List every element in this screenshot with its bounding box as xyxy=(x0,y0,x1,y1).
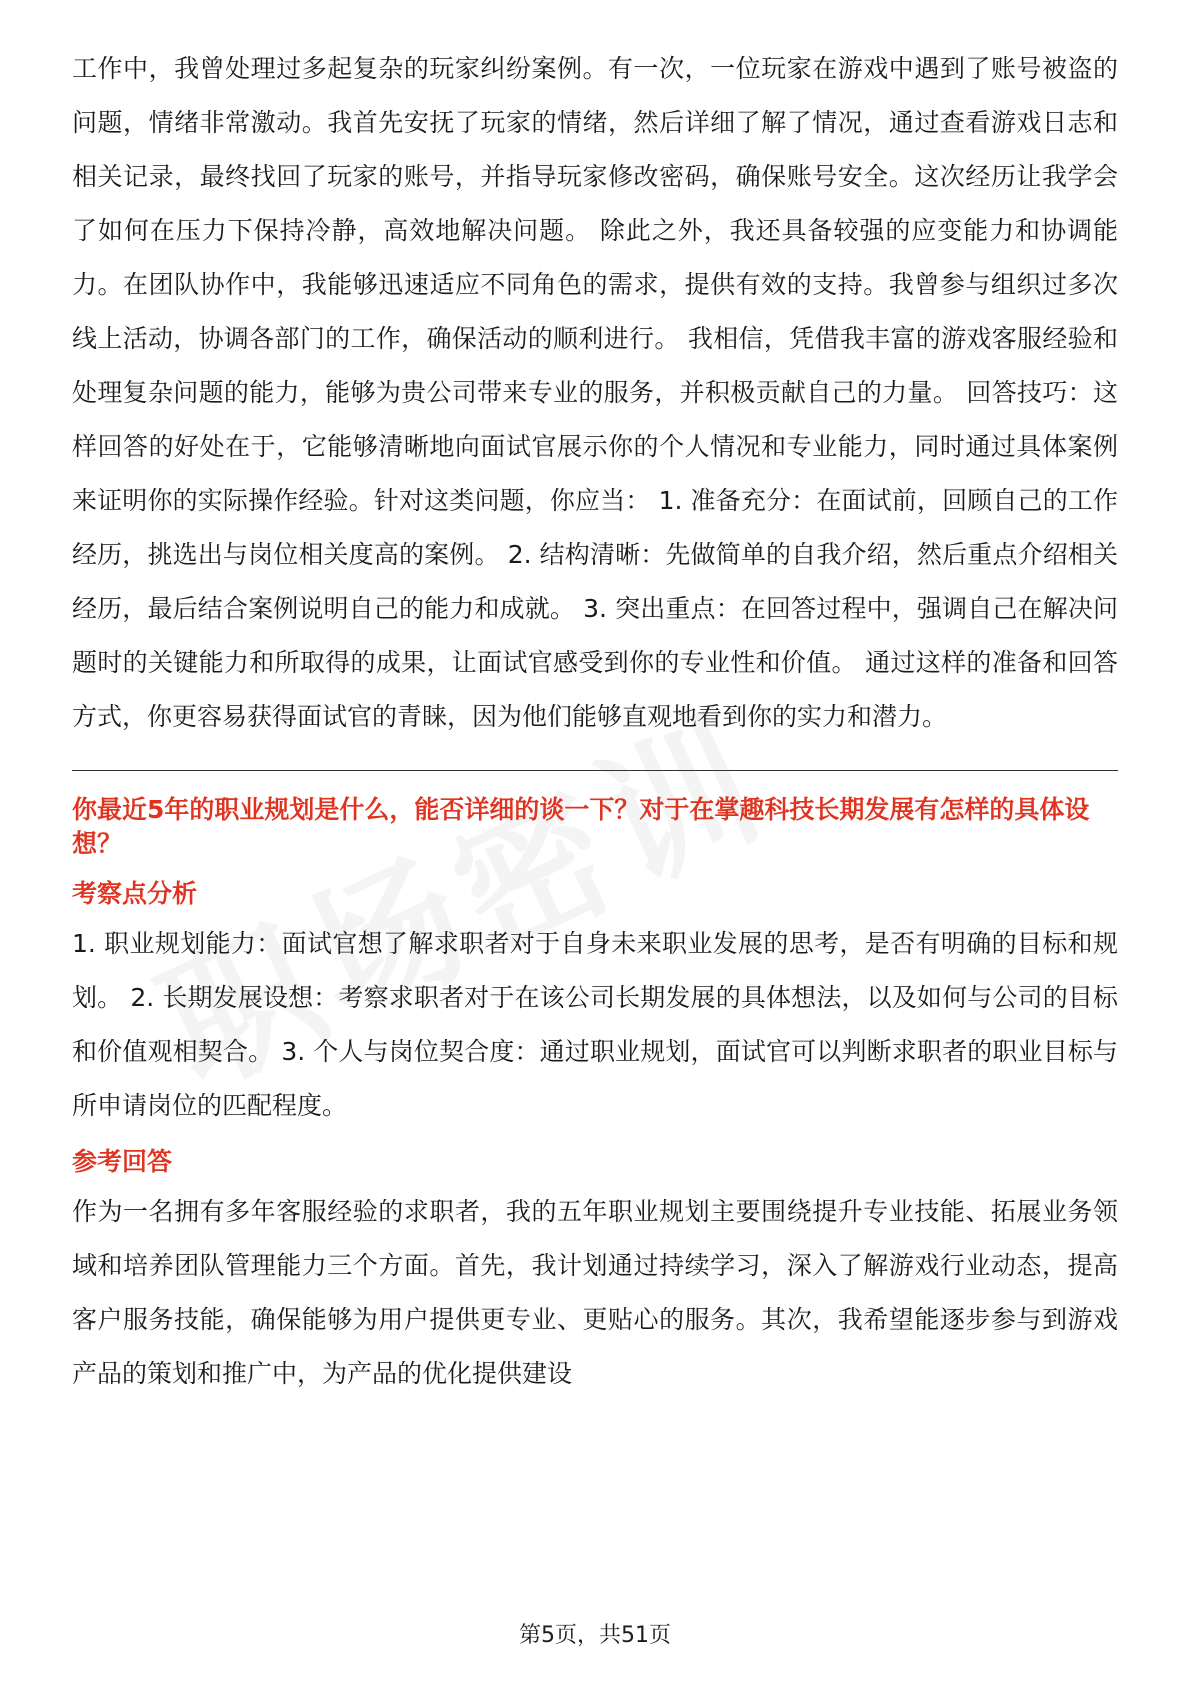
analysis-text: 1. 职业规划能力：面试官想了解求职者对于自身未来职业发展的思考，是否有明确的目标和规划。 2. 长期发展设想：考察求职者对于在该公司长期发展的具体想法，以及如何与公司的目标和价值观相契合。 3. 个人与岗位契合度：通过职业规划，面试官可以判断求职者的职业目标与所申请岗位的匹配程度。 xyxy=(72,929,1118,1120)
page-content xyxy=(72,42,1118,1413)
question-title: 你最近5年的职业规划是什么，能否详细的谈一下？对于在掌趣科技长期发展有怎样的具体设想？ xyxy=(72,795,1090,858)
section-divider xyxy=(72,770,1118,771)
reference-answer-section xyxy=(72,1145,1118,1401)
reference-answer-heading: 参考回答 xyxy=(72,1147,173,1176)
page-number: 第5页，共51页 xyxy=(519,1623,671,1648)
analysis-heading: 考察点分析 xyxy=(72,879,198,908)
continued-answer-text: 工作中，我曾处理过多起复杂的玩家纠纷案例。有一次，一位玩家在游戏中遇到了账号被盗的问题，情绪非常激动。我首先安抚了玩家的情绪，然后详细了解了情况，通过查看游戏日志和相关记录，最终找回了玩家的账号，并指导玩家修改密码，确保账号安全。这次经历让我学会了如何在压力下保持冷静，高效地解决问题。 除此之外，我还具备较强的应变能力和协调能力。在团队协作中，我能够迅速适应不同角色的需求，提供有效的支持。我曾参与组织过多次线上活动，协调各部门的工作，确保活动的顺利进行。 我相信，凭借我丰富的游戏客服经验和处理复杂问题的能力，能够为贵公司带来专业的服务，并积极贡献自己的力量。 回答技巧：这样回答的好处在于，它能够清晰地向面试官展示你的个人情况和专业能力，同时通过具体案例来证明你的实际操作经验。针对这类问题，你应当： 1. 准备充分：在面试前，回顾自己的工作经历，挑选出与岗位相关度高的案例。 2. 结构清晰：先做简单的自我介绍，然后重点介绍相关经历，最后结合案例说明自己的能力和成就。 3. 突出重点：在回答过程中，强调自己在解决问题时的关键能力和所取得的成果，让面试官感受到你的专业性和价值。 通过这样的准备和回答方式，你更容易获得面试官的青睐，因为他们能够直观地看到你的实力和潜力。 xyxy=(72,54,1118,731)
reference-answer-text: 作为一名拥有多年客服经验的求职者，我的五年职业规划主要围绕提升专业技能、拓展业务领域和培养团队管理能力三个方面。首先，我计划通过持续学习，深入了解游戏行业动态，提高客户服务技能，确保能够为用户提供更专业、更贴心的服务。其次，我希望能逐步参与到游戏产品的策划和推广中，为产品的优化提供建设 xyxy=(72,1197,1118,1388)
analysis-section xyxy=(72,877,1118,1133)
